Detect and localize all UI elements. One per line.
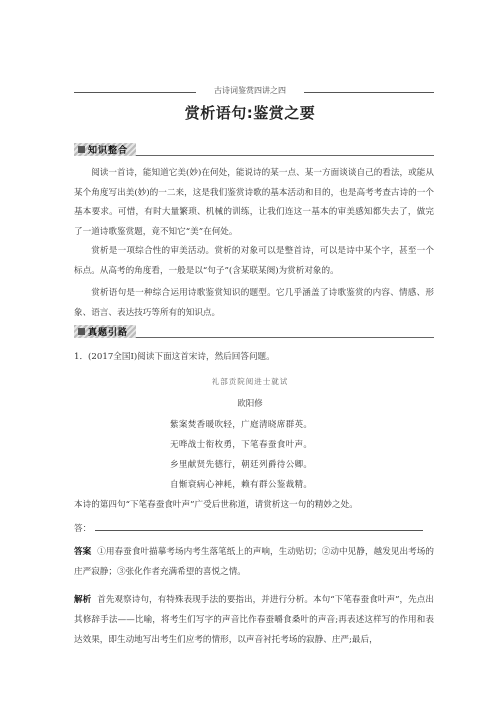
paragraph: 赏析语句是一种综合运用诗歌鉴赏知识的题型。它几乎涵盖了诗歌鉴赏的内容、情感、形象、语言、表达技巧等所有的知识点。 [74,288,434,318]
analysis-text: 首先观察诗句，有特殊表现手法的要指出，并进行分析。本句“下笔春蚕食叶声”，先点出其修辞手法——比喻，将考生们写字的声音比作春蚕嚼食桑叶的声音;再表述这样写的作用和表达效果，即生动地写出考生们应考的情形，以声音衬托考场的寂静、庄严;最后， [74,595,434,645]
poem-author: 欧阳修 [237,399,263,409]
question-prompt: 本诗的第四句“下笔春蚕食叶声”广受后世称道，请赏析这一句的精妙之处。 [74,500,358,510]
analysis-block [74,590,434,650]
poem-line: 自惭衰病心神耗，赖有群公鉴裁精。 [170,480,313,490]
answer-blank[interactable] [95,520,423,531]
section-tag [74,325,136,338]
question-text: 1．(2017全国Ⅰ)阅读下面这首宋诗，然后回答问题。 [74,352,275,362]
section-label: 知识整合 [88,146,129,156]
poem-line: 无哗战士衔枚勇，下笔春蚕食叶声。 [170,440,313,450]
answer-key-label: 答案 [74,547,92,557]
paragraph: 赏析是一项综合性的审美活动。赏析的对象可以是整首诗，可以是诗中某个字，甚至一个标点。从高考的角度看，一般是以“句子”(含某联某阕)为赏析对象的。 [74,246,434,276]
paragraph: 阅读一首诗，能知道它美(妙)在何处，能说诗的某一点、某一方面谈谈自己的看法，或能从某个角度写出美(妙)的一二来，这是我们鉴赏诗歌的基本活动和目的，也是高考考查古诗的一个基本要求。可惜，有时大量繁琐、机械的训练，让我们连这一基本的审美感知都失去了，做完了一道诗歌鉴赏题，竟不知它“美”在何处。 [74,168,434,237]
section-label: 真题引路 [88,328,129,338]
poem-line: 乡里献贤先德行，朝廷列爵待公卿。 [170,460,313,470]
section-marker-icon [78,328,85,335]
answer-line [74,520,434,536]
section-tag [74,143,136,156]
section-header-knowledge [74,142,434,156]
poem-title: 礼部贡院阅进士就试 [211,377,289,386]
page-title: 赏析语句:鉴赏之要 [184,104,316,122]
poem-line: 紫案焚香暖吹轻，广庭清晓席群英。 [170,420,313,430]
series-label: 古诗词鉴赏四讲之四 [196,84,304,98]
answer-key-text: ①用春蚕食叶描摹考场内考生落笔纸上的声响，生动贴切；②动中见静，越发见出考场的庄严寂静；③张化作者充满希望的喜悦之情。 [74,547,434,577]
section-marker-icon [78,146,85,153]
section-header-real [74,324,434,338]
answer-block [74,542,434,582]
analysis-label: 解析 [74,595,92,605]
answer-label: 答： [74,524,92,534]
